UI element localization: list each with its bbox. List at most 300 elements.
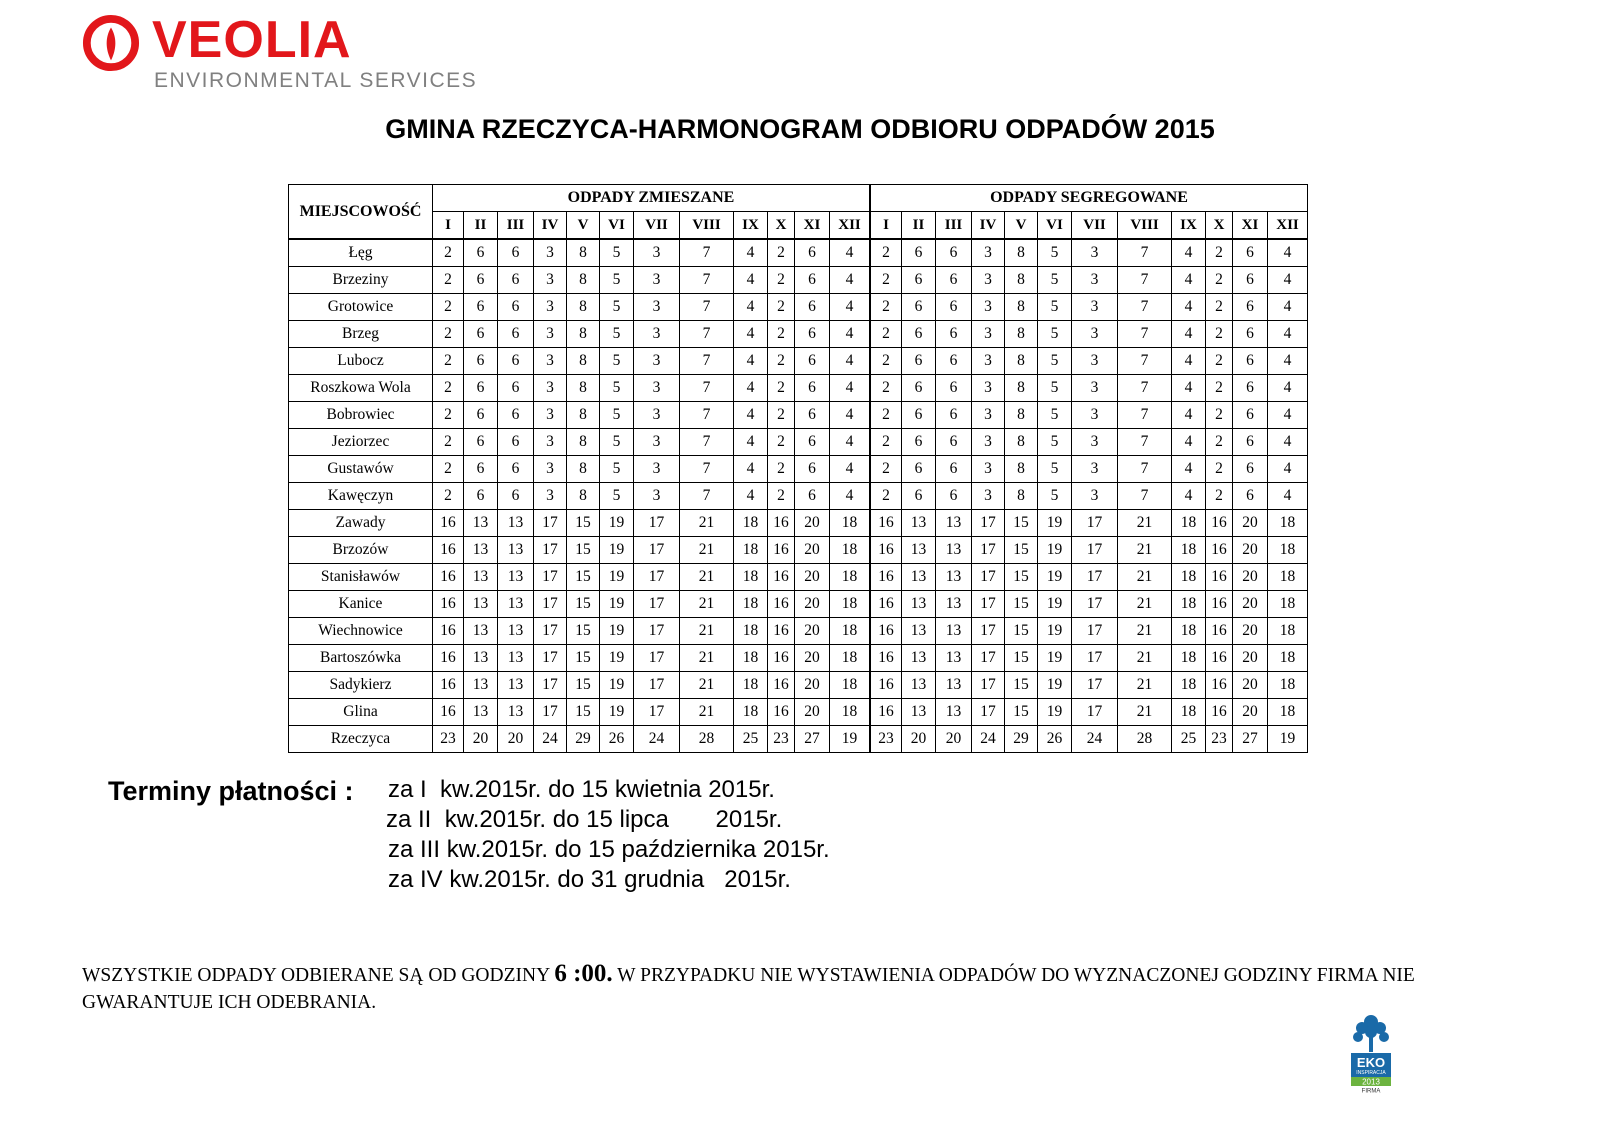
pickup-day-mixed: 18: [734, 564, 768, 591]
pickup-day-mixed: 15: [567, 699, 600, 726]
notice-text-after: W PRZYPADKU NIE WYSTAWIENIA ODPADÓW DO WYZNACZONEJ GODZINY FIRMA NIE GWARANTUJE ICH ODEBRANIA.: [82, 965, 1415, 1013]
pickup-day-sorted: 16: [870, 537, 902, 564]
pickup-day-mixed: 3: [534, 429, 567, 456]
pickup-day-mixed: 4: [734, 375, 768, 402]
schedule-body: [289, 239, 1308, 753]
pickup-day-sorted: 17: [972, 537, 1005, 564]
pickup-day-sorted: 5: [1038, 239, 1072, 267]
pickup-day-mixed: 17: [534, 564, 567, 591]
payment-term-q3: za III kw.2015r. do 15 października 2015r.: [388, 836, 830, 863]
pickup-day-sorted: 18: [1268, 537, 1308, 564]
pickup-day-mixed: 16: [768, 564, 795, 591]
town-name: Grotowice: [289, 294, 433, 321]
table-row: [289, 321, 1308, 348]
veolia-mark-icon: [82, 14, 140, 72]
pickup-day-mixed: 3: [534, 348, 567, 375]
pickup-day-mixed: 7: [680, 239, 734, 267]
pickup-day-mixed: 17: [534, 591, 567, 618]
pickup-day-mixed: 20: [795, 645, 830, 672]
pickup-day-sorted: 28: [1118, 726, 1172, 753]
pickup-day-mixed: 16: [768, 645, 795, 672]
pickup-day-mixed: 21: [680, 618, 734, 645]
pickup-day-sorted: 16: [1206, 645, 1233, 672]
pickup-day-sorted: 6: [1233, 321, 1268, 348]
pickup-day-sorted: 6: [902, 483, 936, 510]
payment-term-q2: za II kw.2015r. do 15 lipca 2015r.: [386, 806, 783, 833]
group-sorted-header: ODPADY SEGREGOWANE: [870, 185, 1308, 212]
pickup-day-sorted: 3: [1072, 375, 1118, 402]
tree-icon: [1353, 1015, 1389, 1052]
pickup-day-sorted: 17: [972, 591, 1005, 618]
pickup-day-mixed: 17: [634, 699, 680, 726]
pickup-day-sorted: 13: [936, 564, 972, 591]
pickup-day-mixed: 13: [498, 510, 534, 537]
town-name: Zawady: [289, 510, 433, 537]
pickup-day-mixed: 2: [433, 402, 464, 429]
pickup-day-mixed: 17: [534, 618, 567, 645]
pickup-day-sorted: 20: [1233, 510, 1268, 537]
pickup-day-mixed: 2: [768, 456, 795, 483]
pickup-day-sorted: 6: [1233, 483, 1268, 510]
pickup-day-mixed: 7: [680, 483, 734, 510]
pickup-day-sorted: 2: [870, 294, 902, 321]
table-row: [289, 510, 1308, 537]
pickup-day-sorted: 4: [1172, 321, 1206, 348]
pickup-day-sorted: 8: [1005, 429, 1038, 456]
pickup-day-sorted: 21: [1118, 591, 1172, 618]
pickup-day-sorted: 18: [1172, 618, 1206, 645]
pickup-day-sorted: 6: [1233, 402, 1268, 429]
pickup-day-mixed: 6: [795, 267, 830, 294]
pickup-day-mixed: 20: [795, 618, 830, 645]
pickup-day-mixed: 6: [464, 456, 498, 483]
pickup-day-mixed: 8: [567, 239, 600, 267]
pickup-day-sorted: 13: [902, 537, 936, 564]
pickup-day-sorted: 4: [1172, 267, 1206, 294]
pickup-day-mixed: 5: [600, 402, 634, 429]
town-name: Rzeczyca: [289, 726, 433, 753]
pickup-day-sorted: 2: [870, 402, 902, 429]
pickup-day-mixed: 4: [830, 267, 871, 294]
pickup-day-sorted: 7: [1118, 267, 1172, 294]
pickup-day-sorted: 2: [1206, 402, 1233, 429]
pickup-day-mixed: 21: [680, 537, 734, 564]
pickup-notice: [82, 960, 1542, 1016]
pickup-day-mixed: 4: [734, 321, 768, 348]
pickup-day-sorted: 6: [936, 294, 972, 321]
pickup-day-sorted: 4: [1172, 402, 1206, 429]
month-header-mixed: VIII: [680, 212, 734, 240]
month-header-sorted: IX: [1172, 212, 1206, 240]
pickup-day-sorted: 15: [1005, 699, 1038, 726]
pickup-day-mixed: 17: [634, 564, 680, 591]
pickup-day-mixed: 4: [830, 321, 871, 348]
pickup-day-sorted: 3: [1072, 348, 1118, 375]
pickup-day-mixed: 4: [734, 294, 768, 321]
pickup-day-mixed: 16: [768, 699, 795, 726]
pickup-day-mixed: 2: [433, 267, 464, 294]
pickup-day-sorted: 13: [902, 645, 936, 672]
pickup-day-sorted: 6: [1233, 429, 1268, 456]
pickup-day-sorted: 7: [1118, 456, 1172, 483]
pickup-day-mixed: 29: [567, 726, 600, 753]
pickup-day-sorted: 7: [1118, 294, 1172, 321]
pickup-day-sorted: 6: [902, 239, 936, 267]
pickup-day-mixed: 2: [433, 483, 464, 510]
pickup-day-mixed: 18: [734, 510, 768, 537]
pickup-day-mixed: 13: [464, 672, 498, 699]
pickup-day-sorted: 8: [1005, 456, 1038, 483]
pickup-day-mixed: 3: [634, 348, 680, 375]
pickup-day-sorted: 4: [1268, 375, 1308, 402]
pickup-day-sorted: 20: [902, 726, 936, 753]
pickup-day-sorted: 19: [1038, 537, 1072, 564]
pickup-day-mixed: 7: [680, 294, 734, 321]
month-header-sorted: XII: [1268, 212, 1308, 240]
badge-label: FIRMA: [1361, 1088, 1381, 1094]
pickup-day-mixed: 3: [634, 294, 680, 321]
pickup-day-mixed: 15: [567, 564, 600, 591]
pickup-day-mixed: 5: [600, 375, 634, 402]
pickup-day-sorted: 6: [1233, 239, 1268, 267]
pickup-day-mixed: 17: [534, 699, 567, 726]
pickup-day-mixed: 17: [534, 537, 567, 564]
table-row: [289, 591, 1308, 618]
pickup-day-sorted: 21: [1118, 564, 1172, 591]
pickup-day-mixed: 2: [768, 402, 795, 429]
pickup-day-sorted: 20: [1233, 699, 1268, 726]
pickup-day-mixed: 20: [795, 591, 830, 618]
pickup-day-sorted: 16: [1206, 510, 1233, 537]
pickup-day-sorted: 15: [1005, 510, 1038, 537]
month-header-sorted: I: [870, 212, 902, 240]
pickup-day-sorted: 16: [1206, 564, 1233, 591]
pickup-day-mixed: 24: [534, 726, 567, 753]
pickup-day-sorted: 4: [1172, 348, 1206, 375]
pickup-day-mixed: 3: [634, 375, 680, 402]
month-header-mixed: VII: [634, 212, 680, 240]
pickup-day-sorted: 17: [1072, 618, 1118, 645]
pickup-day-sorted: 17: [1072, 564, 1118, 591]
pickup-day-mixed: 6: [464, 483, 498, 510]
pickup-day-mixed: 2: [768, 294, 795, 321]
pickup-day-sorted: 6: [1233, 348, 1268, 375]
pickup-day-mixed: 16: [768, 618, 795, 645]
pickup-day-mixed: 20: [498, 726, 534, 753]
pickup-day-mixed: 23: [768, 726, 795, 753]
pickup-day-sorted: 4: [1268, 348, 1308, 375]
month-header-sorted: VIII: [1118, 212, 1172, 240]
pickup-day-mixed: 13: [464, 591, 498, 618]
pickup-day-sorted: 4: [1268, 429, 1308, 456]
pickup-day-mixed: 6: [795, 348, 830, 375]
pickup-day-sorted: 17: [972, 618, 1005, 645]
pickup-day-mixed: 2: [433, 348, 464, 375]
table-row: [289, 402, 1308, 429]
month-header-mixed: III: [498, 212, 534, 240]
pickup-day-sorted: 18: [1268, 645, 1308, 672]
pickup-day-sorted: 2: [1206, 294, 1233, 321]
pickup-day-mixed: 6: [795, 456, 830, 483]
pickup-day-sorted: 4: [1268, 456, 1308, 483]
pickup-day-mixed: 16: [433, 618, 464, 645]
pickup-day-mixed: 6: [464, 267, 498, 294]
pickup-day-sorted: 2: [870, 483, 902, 510]
pickup-day-sorted: 6: [902, 456, 936, 483]
pickup-day-sorted: 3: [1072, 294, 1118, 321]
pickup-day-mixed: 4: [830, 375, 871, 402]
pickup-day-mixed: 19: [830, 726, 871, 753]
pickup-day-mixed: 6: [464, 348, 498, 375]
pickup-day-sorted: 3: [972, 321, 1005, 348]
pickup-day-mixed: 23: [433, 726, 464, 753]
pickup-day-sorted: 19: [1038, 591, 1072, 618]
pickup-day-sorted: 5: [1038, 375, 1072, 402]
pickup-day-sorted: 13: [902, 564, 936, 591]
month-header-sorted: XI: [1233, 212, 1268, 240]
pickup-day-mixed: 7: [680, 267, 734, 294]
pickup-day-mixed: 4: [830, 456, 871, 483]
pickup-day-sorted: 13: [902, 618, 936, 645]
pickup-day-mixed: 5: [600, 429, 634, 456]
pickup-day-mixed: 17: [634, 672, 680, 699]
pickup-day-mixed: 19: [600, 564, 634, 591]
pickup-day-mixed: 6: [464, 294, 498, 321]
pickup-day-mixed: 2: [768, 321, 795, 348]
pickup-day-mixed: 18: [830, 564, 871, 591]
payment-term-q4: za IV kw.2015r. do 31 grudnia 2015r.: [388, 866, 791, 893]
pickup-day-sorted: 29: [1005, 726, 1038, 753]
table-row: [289, 429, 1308, 456]
table-row: [289, 375, 1308, 402]
pickup-day-mixed: 18: [734, 537, 768, 564]
table-row: [289, 267, 1308, 294]
pickup-day-sorted: 6: [936, 402, 972, 429]
pickup-day-sorted: 16: [870, 591, 902, 618]
pickup-day-sorted: 16: [1206, 537, 1233, 564]
pickup-day-sorted: 18: [1172, 564, 1206, 591]
pickup-day-mixed: 4: [734, 239, 768, 267]
pickup-day-sorted: 18: [1268, 564, 1308, 591]
pickup-day-mixed: 8: [567, 429, 600, 456]
pickup-day-mixed: 16: [433, 699, 464, 726]
pickup-day-sorted: 21: [1118, 672, 1172, 699]
pickup-day-mixed: 20: [795, 564, 830, 591]
pickup-day-mixed: 19: [600, 591, 634, 618]
pickup-day-sorted: 5: [1038, 429, 1072, 456]
pickup-day-sorted: 3: [972, 348, 1005, 375]
pickup-day-mixed: 19: [600, 537, 634, 564]
pickup-day-mixed: 6: [464, 429, 498, 456]
pickup-day-mixed: 2: [768, 429, 795, 456]
pickup-day-mixed: 6: [795, 321, 830, 348]
pickup-day-mixed: 5: [600, 239, 634, 267]
pickup-day-mixed: 6: [498, 348, 534, 375]
pickup-day-mixed: 17: [634, 537, 680, 564]
pickup-day-sorted: 3: [972, 429, 1005, 456]
pickup-day-mixed: 13: [498, 591, 534, 618]
pickup-day-sorted: 2: [870, 375, 902, 402]
town-name: Brzeg: [289, 321, 433, 348]
pickup-day-sorted: 8: [1005, 348, 1038, 375]
pickup-day-sorted: 8: [1005, 321, 1038, 348]
pickup-day-mixed: 16: [768, 510, 795, 537]
pickup-day-mixed: 16: [433, 564, 464, 591]
month-header-mixed: XII: [830, 212, 871, 240]
pickup-day-mixed: 6: [498, 429, 534, 456]
pickup-day-sorted: 16: [870, 672, 902, 699]
pickup-day-mixed: 4: [734, 402, 768, 429]
pickup-day-mixed: 2: [768, 267, 795, 294]
pickup-day-sorted: 4: [1268, 239, 1308, 267]
pickup-day-mixed: 4: [830, 348, 871, 375]
pickup-day-sorted: 17: [972, 564, 1005, 591]
pickup-day-mixed: 7: [680, 375, 734, 402]
pickup-day-mixed: 6: [498, 321, 534, 348]
month-header-sorted: II: [902, 212, 936, 240]
notice-time: 6 :00.: [554, 960, 613, 987]
pickup-day-sorted: 17: [1072, 699, 1118, 726]
pickup-day-mixed: 6: [795, 239, 830, 267]
pickup-day-sorted: 2: [870, 321, 902, 348]
badge-year: 2013: [1362, 1077, 1380, 1087]
pickup-day-sorted: 3: [972, 239, 1005, 267]
month-header-mixed: XI: [795, 212, 830, 240]
pickup-day-sorted: 4: [1172, 239, 1206, 267]
pickup-day-mixed: 7: [680, 402, 734, 429]
table-row: [289, 726, 1308, 753]
pickup-day-mixed: 2: [433, 321, 464, 348]
pickup-day-mixed: 6: [498, 402, 534, 429]
pickup-day-sorted: 18: [1172, 645, 1206, 672]
pickup-day-mixed: 6: [464, 375, 498, 402]
month-header-sorted: IV: [972, 212, 1005, 240]
pickup-day-sorted: 6: [902, 294, 936, 321]
pickup-day-sorted: 15: [1005, 591, 1038, 618]
pickup-day-mixed: 5: [600, 483, 634, 510]
pickup-day-mixed: 5: [600, 348, 634, 375]
pickup-day-sorted: 13: [936, 591, 972, 618]
pickup-day-sorted: 13: [936, 537, 972, 564]
pickup-day-sorted: 13: [902, 510, 936, 537]
pickup-day-sorted: 18: [1172, 537, 1206, 564]
pickup-day-sorted: 13: [902, 699, 936, 726]
town-name: Kanice: [289, 591, 433, 618]
pickup-day-mixed: 19: [600, 618, 634, 645]
pickup-day-mixed: 13: [498, 564, 534, 591]
pickup-day-mixed: 19: [600, 645, 634, 672]
pickup-day-sorted: 6: [936, 456, 972, 483]
pickup-day-sorted: 18: [1268, 699, 1308, 726]
pickup-day-mixed: 8: [567, 402, 600, 429]
payment-term-q1: za I kw.2015r. do 15 kwietnia 2015r.: [388, 776, 775, 803]
month-header-sorted: VII: [1072, 212, 1118, 240]
pickup-day-mixed: 15: [567, 510, 600, 537]
pickup-day-mixed: 4: [734, 456, 768, 483]
pickup-day-mixed: 6: [498, 294, 534, 321]
pickup-day-sorted: 19: [1038, 618, 1072, 645]
pickup-day-sorted: 3: [1072, 267, 1118, 294]
pickup-day-mixed: 5: [600, 456, 634, 483]
pickup-day-mixed: 19: [600, 672, 634, 699]
pickup-day-mixed: 3: [634, 456, 680, 483]
pickup-day-sorted: 6: [902, 348, 936, 375]
pickup-day-mixed: 27: [795, 726, 830, 753]
pickup-day-mixed: 6: [498, 483, 534, 510]
pickup-day-sorted: 3: [1072, 239, 1118, 267]
pickup-day-sorted: 8: [1005, 294, 1038, 321]
pickup-day-sorted: 8: [1005, 483, 1038, 510]
pickup-day-sorted: 16: [870, 645, 902, 672]
pickup-day-sorted: 7: [1118, 483, 1172, 510]
pickup-day-sorted: 2: [1206, 321, 1233, 348]
pickup-day-mixed: 4: [734, 483, 768, 510]
pickup-day-sorted: 2: [870, 456, 902, 483]
pickup-day-mixed: 21: [680, 645, 734, 672]
pickup-day-mixed: 20: [795, 510, 830, 537]
pickup-day-sorted: 5: [1038, 402, 1072, 429]
pickup-day-mixed: 16: [768, 537, 795, 564]
pickup-day-sorted: 4: [1268, 294, 1308, 321]
table-row: [289, 564, 1308, 591]
pickup-day-mixed: 18: [830, 537, 871, 564]
table-row: [289, 294, 1308, 321]
page-title: GMINA RZECZYCA-HARMONOGRAM ODBIORU ODPADÓW 2015: [385, 114, 1215, 144]
pickup-day-mixed: 17: [534, 672, 567, 699]
pickup-day-mixed: 18: [734, 591, 768, 618]
pickup-day-mixed: 19: [600, 510, 634, 537]
pickup-day-sorted: 17: [1072, 510, 1118, 537]
month-header-mixed: IV: [534, 212, 567, 240]
pickup-day-sorted: 3: [1072, 456, 1118, 483]
veolia-logo: [82, 11, 482, 94]
pickup-day-sorted: 6: [1233, 267, 1268, 294]
pickup-day-mixed: 13: [464, 618, 498, 645]
pickup-day-mixed: 7: [680, 348, 734, 375]
group-mixed-header: ODPADY ZMIESZANE: [433, 185, 871, 212]
pickup-day-mixed: 13: [464, 645, 498, 672]
month-header-sorted: VI: [1038, 212, 1072, 240]
pickup-day-sorted: 2: [870, 429, 902, 456]
pickup-day-sorted: 17: [1072, 591, 1118, 618]
pickup-day-mixed: 4: [734, 267, 768, 294]
pickup-day-sorted: 8: [1005, 402, 1038, 429]
pickup-day-sorted: 6: [902, 429, 936, 456]
pickup-day-sorted: 21: [1118, 618, 1172, 645]
pickup-day-sorted: 20: [1233, 591, 1268, 618]
table-row: [289, 699, 1308, 726]
table-row: [289, 618, 1308, 645]
pickup-day-mixed: 13: [498, 672, 534, 699]
pickup-day-sorted: 16: [870, 564, 902, 591]
pickup-day-sorted: 4: [1172, 429, 1206, 456]
pickup-day-sorted: 16: [870, 510, 902, 537]
pickup-day-mixed: 13: [498, 618, 534, 645]
notice-text-before: WSZYSTKIE ODPADY ODBIERANE SĄ OD GODZINY: [82, 965, 555, 986]
pickup-day-sorted: 3: [1072, 483, 1118, 510]
pickup-day-sorted: 3: [972, 402, 1005, 429]
pickup-day-sorted: 6: [902, 321, 936, 348]
town-name: Brzozów: [289, 537, 433, 564]
table-row: [289, 348, 1308, 375]
pickup-day-mixed: 15: [567, 591, 600, 618]
pickup-day-sorted: 7: [1118, 375, 1172, 402]
pickup-day-mixed: 5: [600, 321, 634, 348]
pickup-day-sorted: 21: [1118, 537, 1172, 564]
pickup-day-sorted: 4: [1268, 267, 1308, 294]
pickup-day-mixed: 6: [464, 239, 498, 267]
town-name: Lubocz: [289, 348, 433, 375]
